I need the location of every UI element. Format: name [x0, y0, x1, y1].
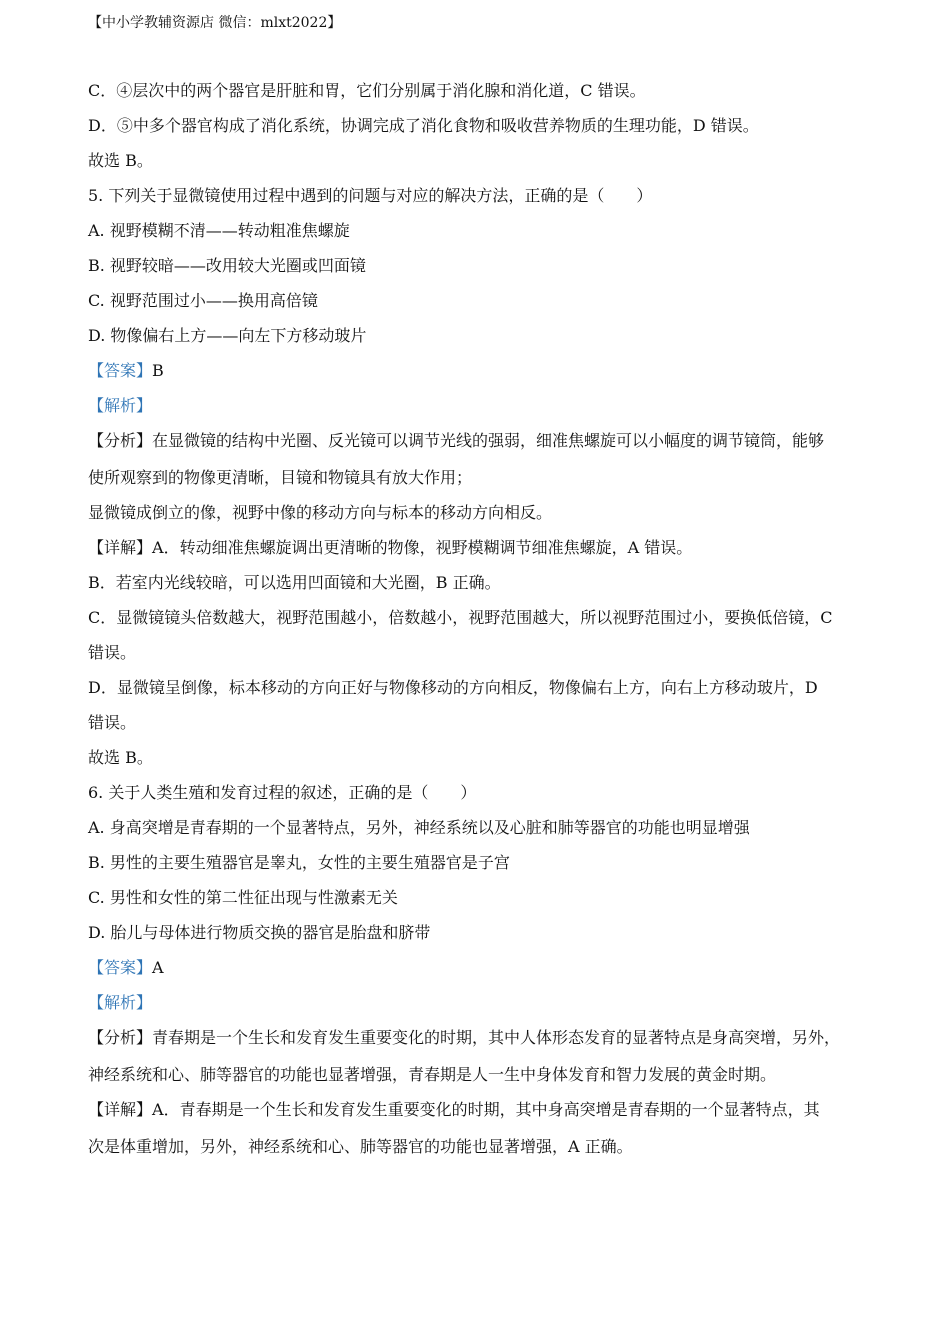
q5-option-b: B. 视野较暗——改用较大光圈或凹面镜	[88, 256, 366, 275]
q5-fenxi-line-3: 显微镜成倒立的像，视野中像的移动方向与标本的移动方向相反。	[88, 503, 553, 522]
analysis-tag: 【解析】	[88, 993, 153, 1012]
q5-detail-d-line-1: D．显微镜呈倒像，标本移动的方向正好与物像移动的方向相反，物像偏右上方，向右上方移动玻片，D	[88, 678, 818, 697]
answer-tag: 【答案】	[88, 361, 153, 380]
q6-detail-a-line-1	[88, 1097, 868, 1134]
q4-conclusion: 故选 B。	[88, 151, 153, 170]
page-header-watermark: 【中小学教辅资源店 微信：mlxt2022】	[88, 15, 342, 31]
q5-analysis-heading	[88, 393, 868, 428]
detail-tag: 【详解】	[88, 1100, 153, 1119]
q5-detail-a	[88, 535, 868, 570]
document-body	[88, 78, 868, 1169]
q5-detail-c-line-2: 错误。	[88, 643, 137, 662]
q5-detail-c-line-1: C．显微镜镜头倍数越大，视野范围越小，倍数越小，视野范围越大，所以视野范围过小，要换低倍镜，C	[88, 608, 833, 627]
q5-fenxi-line-1	[88, 428, 868, 465]
answer-value: A	[152, 958, 164, 977]
q6-question: 6. 关于人类生殖和发育过程的叙述，正确的是（ ）	[88, 783, 477, 802]
q5-detail-b: B．若室内光线较暗，可以选用凹面镜和大光圈，B 正确。	[88, 573, 501, 592]
q6-option-c: C. 男性和女性的第二性征出现与性激素无关	[88, 888, 398, 907]
q5-question: 5. 下列关于显微镜使用过程中遇到的问题与对应的解决方法，正确的是（ ）	[88, 186, 653, 205]
fenxi-text: 青春期是一个生长和发育发生重要变化的时期，其中人体形态发育的显著特点是身高突增，另外，	[152, 1028, 841, 1047]
fenxi-tag: 【分析】	[88, 431, 153, 450]
q5-option-d: D. 物像偏右上方——向左下方移动玻片	[88, 326, 367, 345]
q5-option-a: A. 视野模糊不清——转动粗准焦螺旋	[88, 221, 350, 240]
q6-detail-a-line-2: 次是体重增加，另外，神经系统和心、肺等器官的功能也显著增强，A 正确。	[88, 1137, 633, 1156]
q6-option-d: D. 胎儿与母体进行物质交换的器官是胎盘和脐带	[88, 923, 431, 942]
detail-tag: 【详解】	[88, 538, 153, 557]
q5-conclusion: 故选 B。	[88, 748, 153, 767]
q5-option-c: C. 视野范围过小——换用高倍镜	[88, 291, 318, 310]
q5-fenxi-line-2: 使所观察到的物像更清晰，目镜和物镜具有放大作用；	[88, 468, 473, 487]
fenxi-tag: 【分析】	[88, 1028, 153, 1047]
q5-detail-d-line-2: 错误。	[88, 713, 137, 732]
q6-answer	[88, 955, 868, 990]
q4-option-d-explanation: D．⑤中多个器官构成了消化系统，协调完成了消化食物和吸收营养物质的生理功能，D 错误。	[88, 116, 759, 135]
fenxi-text: 在显微镜的结构中光圈、反光镜可以调节光线的强弱，细准焦螺旋可以小幅度的调节镜筒，能够	[152, 431, 825, 450]
q6-option-a: A. 身高突增是青春期的一个显著特点，另外，神经系统以及心脏和肺等器官的功能也明显增强	[88, 818, 750, 837]
detail-text: A．转动细准焦螺旋调出更清晰的物像，视野模糊调节细准焦螺旋，A 错误。	[152, 538, 693, 557]
q6-fenxi-line-2: 神经系统和心、肺等器官的功能也显著增强，青春期是人一生中身体发育和智力发展的黄金时期。	[88, 1065, 777, 1084]
analysis-tag: 【解析】	[88, 396, 153, 415]
q6-option-b: B. 男性的主要生殖器官是睾丸，女性的主要生殖器官是子宫	[88, 853, 510, 872]
q4-option-c-explanation: C．④层次中的两个器官是肝脏和胃，它们分别属于消化腺和消化道，C 错误。	[88, 81, 646, 100]
answer-tag: 【答案】	[88, 958, 153, 977]
q5-answer	[88, 358, 868, 393]
answer-value: B	[152, 361, 164, 380]
q6-fenxi-line-1	[88, 1025, 868, 1062]
detail-text: A．青春期是一个生长和发育发生重要变化的时期，其中身高突增是青春期的一个显著特点，其	[152, 1100, 820, 1119]
q6-analysis-heading	[88, 990, 868, 1025]
